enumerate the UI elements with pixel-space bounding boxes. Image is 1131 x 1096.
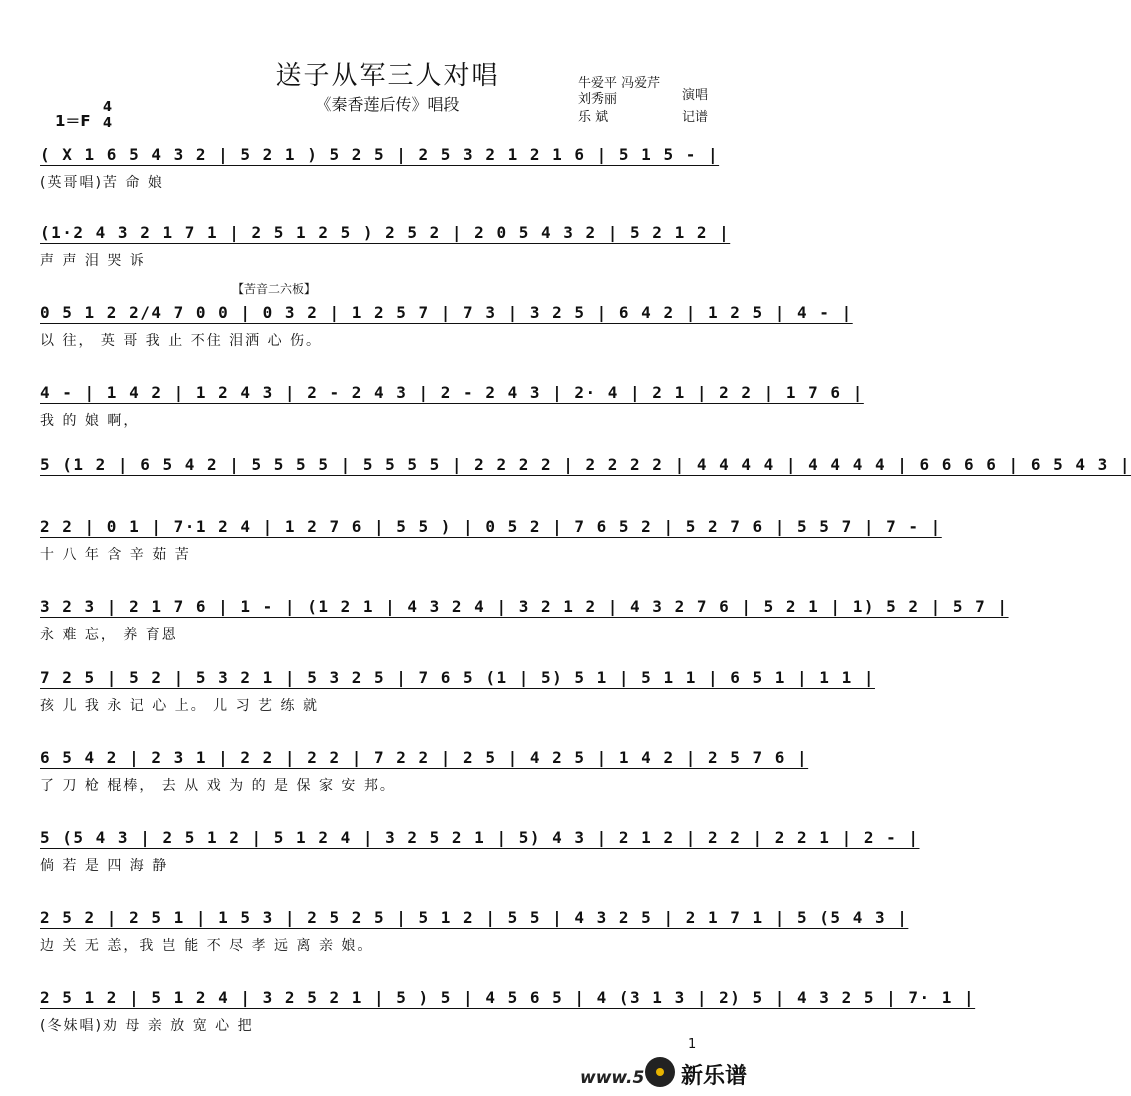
logo-text: 新乐谱 [681, 1064, 748, 1089]
lyrics-line-9: 了 刀 枪 棍棒， 去 从 戏 为 的 是 保 家 安 邦。 [40, 778, 396, 794]
page-number: 1 [688, 1037, 697, 1052]
score-title: 送子从军三人对唱 [275, 61, 500, 91]
notation-line-9: 6 5 4 2 | 2 3 1 | 2 2 | 2 2 | 7 2 2 | 2 5 | 4 2 5 | 1 4 2 | 2 5 7 6 | [40, 748, 809, 767]
performers-role: 演唱 [682, 88, 709, 103]
arranger: 乐 斌 [578, 110, 609, 125]
notation-line-8: 7 2 5 | 5 2 | 5 3 2 1 | 5 3 2 5 | 7 6 5 (1 | 5) 5 1 | 5 1 1 | 6 5 1 | 1 1 | [40, 668, 875, 687]
lyrics-line-12: (冬妹唱)劝 母 亲 放 宽 心 把 [40, 1018, 254, 1034]
notation-line-1: ( X 1 6 5 4 3 2 | 5 2 1 ) 5 2 5 | 2 5 3 2 1 2 1 6 | 5 1 5 - | [40, 145, 720, 164]
time-signature-bottom: 4 [103, 116, 113, 131]
notation-line-7: 3 2 3 | 2 1 7 6 | 1 - | (1 2 1 | 4 3 2 4 | 3 2 1 2 | 4 3 2 7 6 | 5 2 1 | 1) 5 2 | 5 7 | [40, 597, 1009, 616]
performers: 牛爱平 冯爱芹 [578, 76, 661, 91]
notation-line-10: 5 (5 4 3 | 2 5 1 2 | 5 1 2 4 | 3 2 5 2 1 | 5) 4 3 | 2 1 2 | 2 2 | 2 2 1 | 2 - | [40, 828, 920, 847]
notation-line-5: 5 (1 2 | 6 5 4 2 | 5 5 5 5 | 5 5 5 5 | 2 2 2 2 | 2 2 2 2 | 4 4 4 4 | 4 4 4 4 | 6 6 6 6 | 6 5 4 3 | [40, 455, 1131, 474]
notation-line-12: 2 5 1 2 | 5 1 2 4 | 3 2 5 2 1 | 5 ) 5 | 4 5 6 5 | 4 (3 1 3 | 2) 5 | 4 3 2 5 | 7· 1 | [40, 988, 976, 1007]
time-signature-top: 4 [103, 100, 113, 115]
notation-line-3: 0 5 1 2 2/4 7 0 0 | 0 3 2 | 1 2 5 7 | 7 3 | 3 2 5 | 6 4 2 | 1 2 5 | 4 - | [40, 303, 853, 322]
time-signature [103, 100, 112, 132]
lyrics-line-8: 孩 儿 我 永 记 心 上。 儿 习 艺 练 就 [40, 698, 319, 714]
lyrics-line-4: 我 的 娘 啊， [40, 413, 140, 429]
notation-line-4: 4 - | 1 4 2 | 1 2 4 3 | 2 - 2 4 3 | 2 - 2 4 3 | 2· 4 | 2 1 | 2 2 | 1 7 6 | [40, 383, 864, 402]
record-disc-icon [645, 1057, 675, 1087]
watermark-url: www.5 [580, 1068, 645, 1088]
lyrics-line-6: 十 八 年 含 辛 茹 苦 [40, 547, 191, 563]
lyrics-line-1: (英哥唱)苦 命 娘 [40, 175, 164, 191]
lyrics-line-10: 倘 若 是 四 海 静 [40, 858, 169, 874]
performers-2: 刘秀丽 [578, 92, 618, 107]
notation-line-11: 2 5 2 | 2 5 1 | 1 5 3 | 2 5 2 5 | 5 1 2 | 5 5 | 4 3 2 5 | 2 1 7 1 | 5 (5 4 3 | [40, 908, 909, 927]
section-tag: 【苦音二六板】 [232, 282, 317, 296]
lyrics-line-3: 以 往， 英 哥 我 止 不住 泪洒 心 伤。 [40, 333, 323, 349]
score-subtitle: 《秦香莲后传》唱段 [315, 95, 460, 114]
lyrics-line-2: 声 声 泪 哭 诉 [40, 253, 146, 269]
notation-line-6: 2 2 | 0 1 | 7·1 2 4 | 1 2 7 6 | 5 5 ) | 0 5 2 | 7 6 5 2 | 5 2 7 6 | 5 5 7 | 7 - | [40, 517, 942, 536]
lyrics-line-7: 永 难 忘， 养 育恩 [40, 627, 178, 643]
notation-line-2: (1·2 4 3 2 1 7 1 | 2 5 1 2 5 ) 2 5 2 | 2 0 5 4 3 2 | 5 2 1 2 | [40, 223, 731, 242]
lyrics-line-11: 边 关 无 恙，我 岂 能 不 尽 孝 远 离 亲 娘。 [40, 938, 374, 954]
site-logo [645, 1055, 765, 1091]
arranger-role: 记谱 [682, 110, 709, 125]
key-signature: 1＝F [55, 112, 91, 130]
